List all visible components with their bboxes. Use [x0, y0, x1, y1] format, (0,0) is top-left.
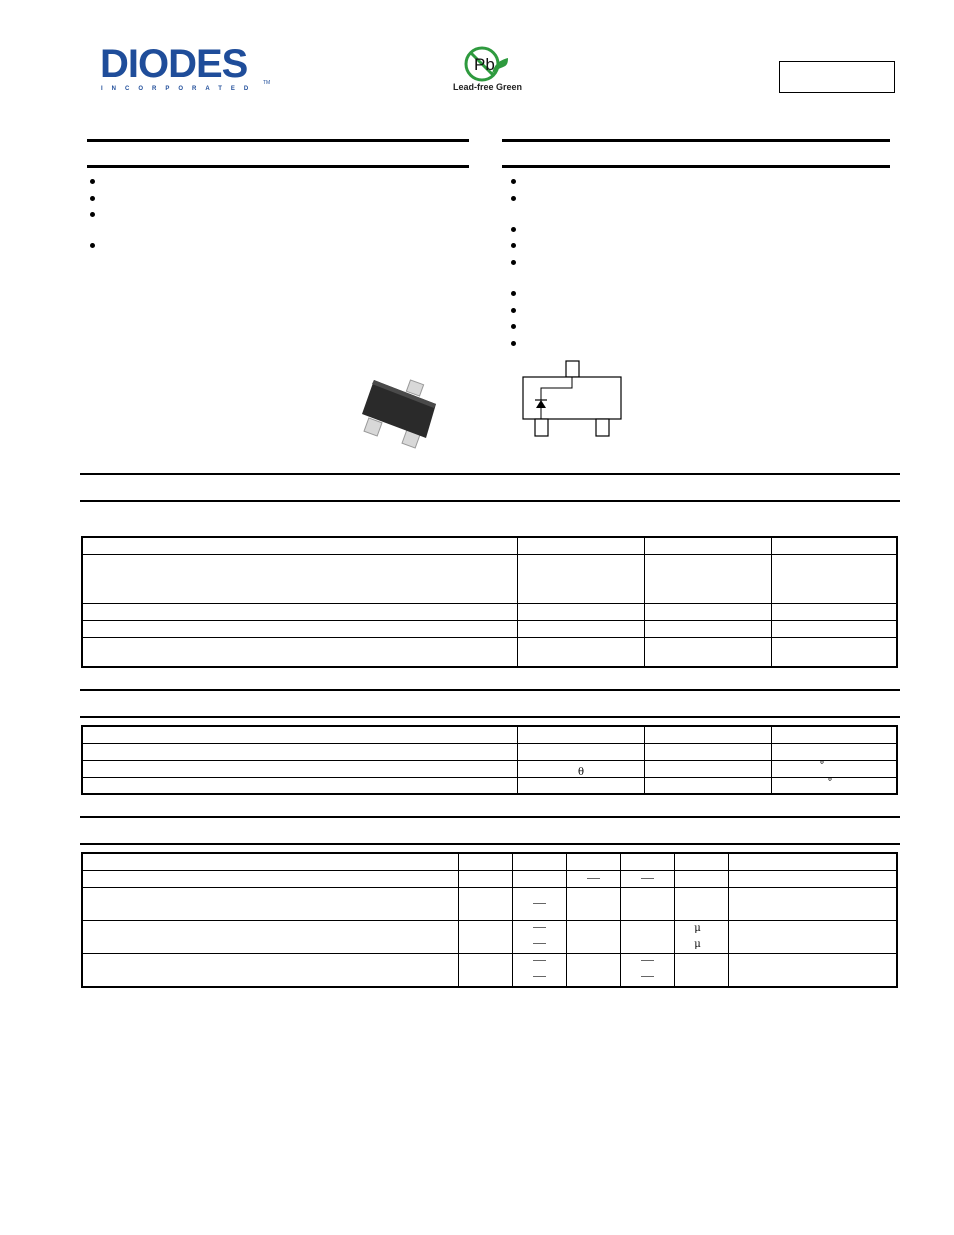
table-cell — [82, 920, 459, 953]
table-cell — [82, 743, 518, 760]
sot23-package-icon — [356, 376, 442, 450]
table-cell — [82, 870, 459, 887]
not-applicable-dash — [533, 903, 546, 904]
table-cell — [518, 603, 645, 620]
pin-configuration-diagram — [518, 358, 628, 440]
table-row — [82, 554, 897, 603]
features-bullet — [90, 212, 95, 217]
table-cell — [675, 853, 729, 870]
table-cell — [459, 887, 513, 920]
table-cell — [772, 743, 898, 760]
table-cell — [513, 870, 567, 887]
thermal-characteristics-table — [81, 725, 898, 795]
section-rule — [80, 689, 900, 691]
table-row — [82, 637, 897, 667]
not-applicable-dash — [587, 878, 600, 879]
table-cell — [518, 620, 645, 637]
maximum-ratings-table — [81, 536, 898, 668]
not-applicable-dash — [533, 960, 546, 961]
table-cell — [675, 920, 729, 953]
table-cell — [459, 953, 513, 987]
right-column-bottom-rule — [502, 165, 890, 168]
table-row — [82, 777, 897, 794]
table-cell — [675, 953, 729, 987]
table-cell — [621, 870, 675, 887]
table-row — [82, 953, 897, 987]
mechanical-bullet — [511, 243, 516, 248]
table-cell — [518, 760, 645, 777]
table-cell — [82, 726, 518, 743]
left-column-top-rule — [87, 139, 469, 142]
table-cell — [513, 887, 567, 920]
table-cell — [567, 870, 621, 887]
table-cell — [772, 726, 898, 743]
table-cell — [645, 537, 772, 554]
table-header-row — [82, 726, 897, 743]
table-cell — [567, 853, 621, 870]
mechanical-bullet — [511, 179, 516, 184]
features-bullet — [90, 179, 95, 184]
table-cell — [621, 853, 675, 870]
section-rule — [80, 473, 900, 475]
table-cell — [513, 920, 567, 953]
mechanical-bullet — [511, 260, 516, 265]
table-row — [82, 887, 897, 920]
table-cell — [645, 603, 772, 620]
table-cell — [772, 603, 898, 620]
table-cell — [513, 953, 567, 987]
table-cell — [645, 743, 772, 760]
table-cell — [567, 887, 621, 920]
table-cell — [621, 920, 675, 953]
table-cell — [82, 887, 459, 920]
table-cell — [772, 760, 898, 777]
table-cell — [729, 853, 898, 870]
degree-symbol: ° — [819, 760, 825, 771]
table-cell — [729, 870, 898, 887]
table-header-row — [82, 853, 897, 870]
table-cell — [82, 537, 518, 554]
table-row — [82, 743, 897, 760]
part-number-box — [779, 61, 895, 93]
table-cell — [82, 554, 518, 603]
table-cell — [82, 777, 518, 794]
table-cell — [82, 953, 459, 987]
mechanical-bullet — [511, 196, 516, 201]
table-cell — [518, 777, 645, 794]
table-cell — [645, 777, 772, 794]
section-rule — [80, 716, 900, 718]
table-row — [82, 920, 897, 953]
table-row — [82, 760, 897, 777]
micro-symbol: μ — [694, 938, 701, 950]
table-cell — [729, 953, 898, 987]
not-applicable-dash — [533, 976, 546, 977]
table-cell — [645, 620, 772, 637]
table-cell — [513, 853, 567, 870]
table-row — [82, 620, 897, 637]
not-applicable-dash — [641, 960, 654, 961]
table-cell — [621, 953, 675, 987]
mechanical-bullet — [511, 291, 516, 296]
lead-free-green-icon — [462, 44, 512, 84]
right-column-top-rule — [502, 139, 890, 142]
table-cell — [772, 537, 898, 554]
table-cell — [621, 887, 675, 920]
not-applicable-dash — [641, 976, 654, 977]
table-cell — [518, 637, 645, 667]
table-cell — [645, 760, 772, 777]
table-cell — [645, 554, 772, 603]
brand-name: DIODES — [100, 42, 248, 86]
table-header-row — [82, 537, 897, 554]
table-cell — [675, 887, 729, 920]
table-cell — [729, 920, 898, 953]
table-cell — [459, 853, 513, 870]
table-cell — [82, 603, 518, 620]
table-cell — [772, 554, 898, 603]
section-rule — [80, 816, 900, 818]
table-cell — [729, 887, 898, 920]
pb-symbol: Pb — [474, 55, 495, 74]
not-applicable-dash — [641, 878, 654, 879]
table-cell — [567, 953, 621, 987]
table-row — [82, 603, 897, 620]
table-cell — [82, 620, 518, 637]
table-cell — [459, 920, 513, 953]
features-bullet — [90, 196, 95, 201]
section-rule — [80, 500, 900, 502]
table-cell — [772, 637, 898, 667]
not-applicable-dash — [533, 927, 546, 928]
table-cell — [518, 726, 645, 743]
table-row — [82, 870, 897, 887]
degree-symbol: ° — [827, 776, 833, 788]
lead-free-caption: Lead-free Green — [453, 82, 523, 92]
table-cell — [675, 870, 729, 887]
brand-subtitle: INCORPORATED — [101, 86, 258, 92]
table-cell — [82, 760, 518, 777]
table-cell — [518, 554, 645, 603]
table-cell — [772, 620, 898, 637]
table-cell — [518, 743, 645, 760]
micro-symbol: μ — [694, 922, 701, 934]
mechanical-bullet — [511, 308, 516, 313]
table-cell — [567, 920, 621, 953]
section-rule — [80, 843, 900, 845]
features-bullet — [90, 243, 95, 248]
table-cell — [82, 637, 518, 667]
electrical-characteristics-table — [81, 852, 898, 988]
table-cell — [645, 726, 772, 743]
mechanical-bullet — [511, 227, 516, 232]
table-cell — [459, 870, 513, 887]
table-cell — [518, 537, 645, 554]
table-cell — [772, 777, 898, 794]
not-applicable-dash — [533, 943, 546, 944]
theta-symbol: θ — [577, 767, 585, 778]
mechanical-bullet — [511, 341, 516, 346]
left-column-bottom-rule — [87, 165, 469, 168]
table-cell — [645, 637, 772, 667]
table-cell — [82, 853, 459, 870]
brand-trademark: TM — [263, 80, 271, 86]
mechanical-bullet — [511, 324, 516, 329]
